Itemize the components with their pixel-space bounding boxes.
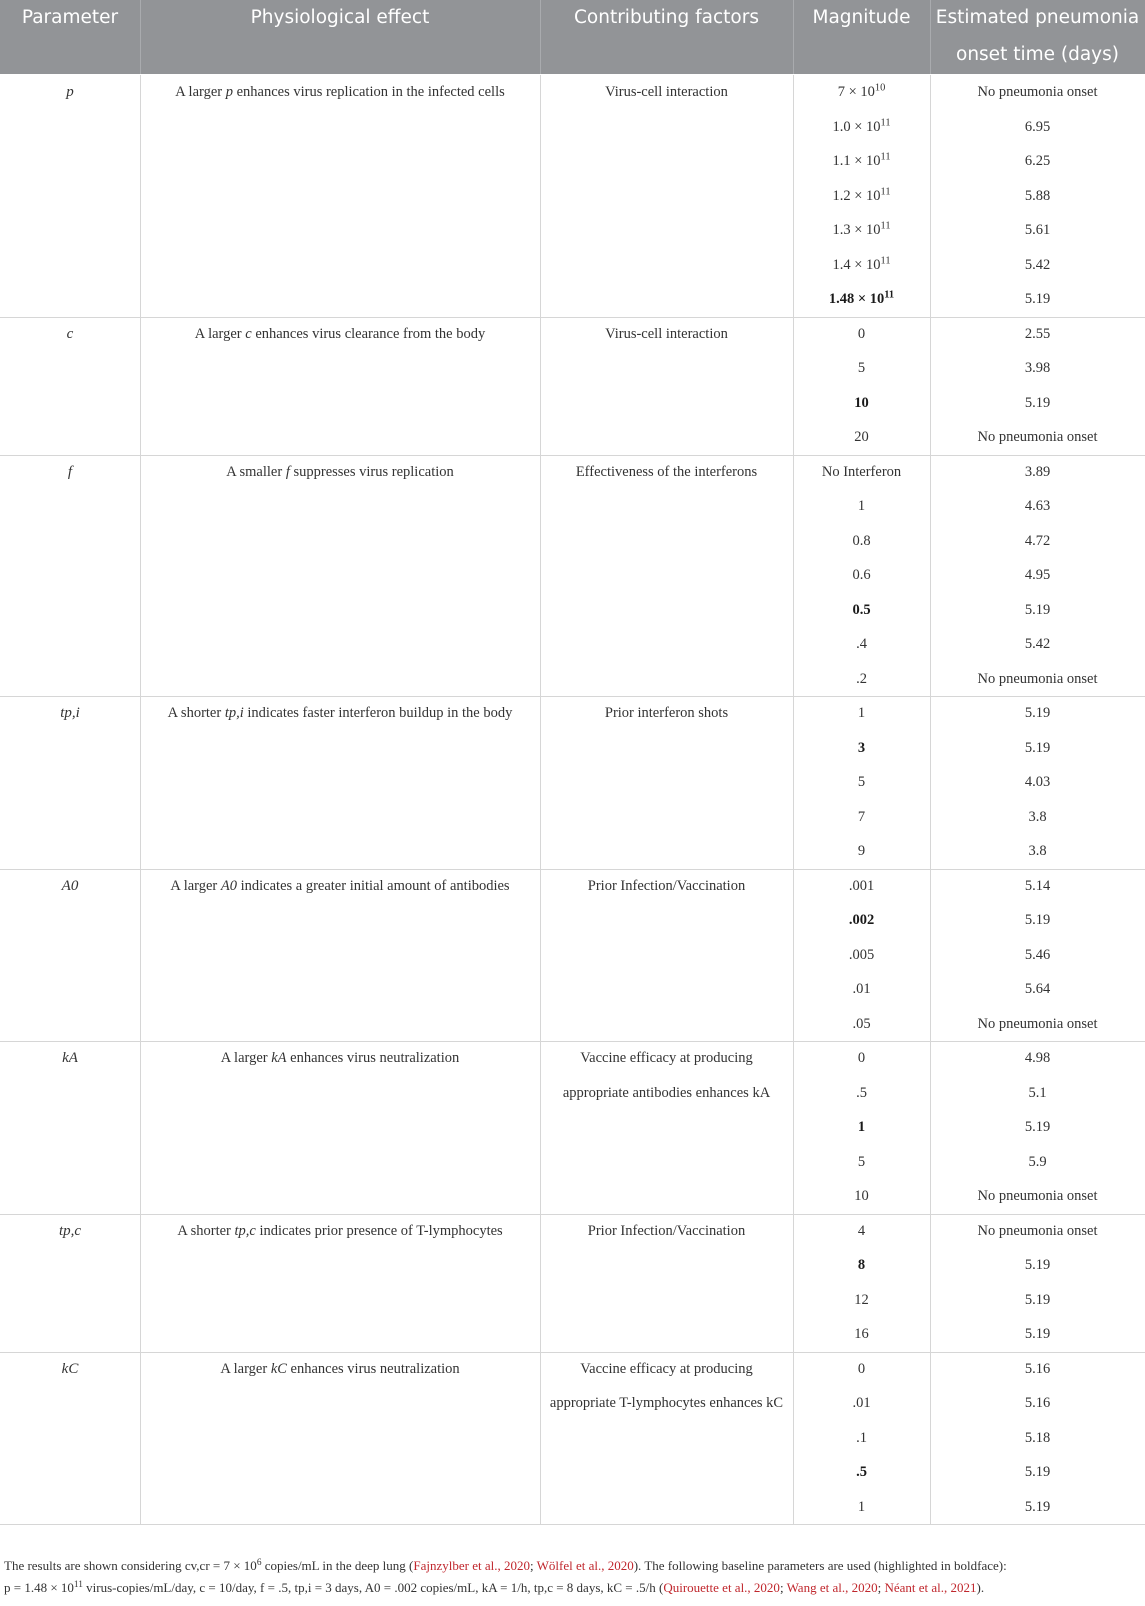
magnitude-value bbox=[793, 765, 930, 800]
onset-time-value: 4.63 bbox=[1024, 498, 1051, 514]
magnitude-exponent: 11 bbox=[880, 220, 891, 232]
onset-time-value: 5.42 bbox=[1024, 636, 1051, 652]
magnitude-value bbox=[793, 869, 930, 904]
magnitude-base: 1 bbox=[857, 498, 866, 514]
onset-time-value: 2.55 bbox=[1024, 325, 1051, 342]
onset-time-value: 5.19 bbox=[1024, 1257, 1051, 1273]
magnitude-base: 5 bbox=[857, 360, 866, 376]
effect-variable: kA bbox=[271, 1050, 287, 1066]
contributing-factor-line: Virus-cell interaction bbox=[605, 84, 728, 100]
contributing-factor-line: Virus-cell interaction bbox=[605, 325, 728, 342]
contributing-factor-line: Vaccine efficacy at producing bbox=[580, 1360, 753, 1377]
table-header bbox=[0, 0, 1145, 74]
magnitude-base: 0.8 bbox=[852, 532, 871, 549]
magnitude-value bbox=[793, 1455, 930, 1490]
magnitude-value bbox=[793, 420, 930, 455]
onset-time-value: 5.16 bbox=[1024, 1360, 1051, 1377]
physiological-effect bbox=[140, 455, 540, 490]
onset-time-value: 5.19 bbox=[1024, 1119, 1051, 1135]
onset-time-value: 5.19 bbox=[1024, 1464, 1051, 1480]
physiological-effect bbox=[140, 75, 540, 110]
onset-time-value: 5.9 bbox=[1028, 1153, 1047, 1170]
magnitude-base: 0.5 bbox=[852, 601, 871, 618]
contributing-factor-line: appropriate T-lymphocytes enhances kC bbox=[549, 1395, 784, 1411]
magnitude-value bbox=[793, 1386, 930, 1421]
magnitude-value bbox=[793, 627, 930, 662]
onset-time-value: 5.46 bbox=[1024, 946, 1051, 963]
contributing-factor-line: Prior interferon shots bbox=[604, 705, 729, 721]
magnitude-base: .005 bbox=[848, 946, 875, 963]
physiological-effect bbox=[140, 1041, 540, 1076]
parameter-symbol: kC bbox=[61, 1360, 79, 1377]
parameter-symbol: c bbox=[66, 325, 74, 342]
magnitude-base: 0 bbox=[857, 1360, 866, 1377]
effect-variable: c bbox=[245, 325, 252, 342]
header-contributing-factors: Contributing factors bbox=[573, 7, 759, 28]
effect-variable: kC bbox=[270, 1360, 287, 1377]
magnitude-value bbox=[793, 972, 930, 1007]
magnitude-base: 1.0 × 10 bbox=[832, 118, 881, 135]
physiological-effect bbox=[140, 696, 540, 731]
onset-time-value: 5.19 bbox=[1024, 705, 1051, 721]
magnitude-value bbox=[793, 1248, 930, 1283]
onset-time-value: 3.8 bbox=[1028, 808, 1047, 825]
parameter-symbol: tp,c bbox=[58, 1222, 82, 1239]
magnitude-value bbox=[793, 1041, 930, 1076]
magnitude-base: 1 bbox=[857, 705, 866, 721]
magnitude-value bbox=[793, 1007, 930, 1042]
onset-time-value: 5.88 bbox=[1024, 187, 1051, 204]
reference-link-wang[interactable]: Wang et al., 2020 bbox=[786, 1580, 878, 1595]
parameter-group bbox=[0, 1041, 1145, 1214]
magnitude-base: .4 bbox=[856, 636, 867, 652]
magnitude-value bbox=[793, 1110, 930, 1145]
parameter-group bbox=[0, 696, 1145, 869]
parameter-group bbox=[0, 1214, 1145, 1352]
magnitude-value bbox=[793, 248, 930, 283]
onset-time-value: 3.98 bbox=[1024, 360, 1051, 376]
magnitude-value bbox=[793, 731, 930, 766]
magnitude-value bbox=[793, 524, 930, 559]
contributing-factor-line: Effectiveness of the interferons bbox=[575, 463, 758, 480]
parameter-symbol: A0 bbox=[61, 877, 79, 894]
magnitude-exponent: 11 bbox=[880, 116, 891, 128]
onset-time-value: No pneumonia onset bbox=[977, 84, 1098, 100]
effect-variable: tp,c bbox=[234, 1222, 256, 1239]
magnitude-value bbox=[793, 489, 930, 524]
magnitude-value bbox=[793, 696, 930, 731]
magnitude-base: 10 bbox=[854, 1188, 869, 1204]
magnitude-base: 1.48 × 10 bbox=[828, 291, 885, 307]
magnitude-value bbox=[793, 75, 930, 110]
magnitude-value bbox=[793, 144, 930, 179]
onset-time-value: 5.64 bbox=[1024, 981, 1051, 997]
magnitude-base: 5 bbox=[857, 1153, 866, 1170]
onset-time-value: 5.19 bbox=[1024, 1326, 1051, 1342]
parameter-group bbox=[0, 869, 1145, 1042]
magnitude-value bbox=[793, 1421, 930, 1456]
onset-time-value: No pneumonia onset bbox=[977, 670, 1098, 687]
magnitude-value bbox=[793, 1490, 930, 1525]
magnitude-base: 20 bbox=[854, 429, 869, 445]
magnitude-value bbox=[793, 834, 930, 869]
physiological-effect bbox=[140, 317, 540, 352]
magnitude-base: 5 bbox=[857, 774, 866, 790]
magnitude-base: No Interferon bbox=[821, 463, 902, 480]
magnitude-base: 7 bbox=[857, 808, 866, 825]
effect-variable: f bbox=[285, 463, 290, 480]
physiological-effect bbox=[140, 869, 540, 904]
effect-suffix: indicates a greater initial amount of antibodies bbox=[236, 877, 510, 894]
effect-prefix: A shorter bbox=[167, 705, 225, 721]
reference-link-neant[interactable]: Néant et al., 2021 bbox=[884, 1580, 977, 1595]
magnitude-value bbox=[793, 1352, 930, 1387]
effect-suffix: enhances virus neutralization bbox=[286, 1050, 460, 1066]
parameter-symbol: kA bbox=[62, 1050, 78, 1066]
onset-time-value: 6.25 bbox=[1024, 153, 1051, 169]
magnitude-base: 1.3 × 10 bbox=[832, 222, 881, 238]
effect-variable: tp,i bbox=[224, 705, 244, 721]
onset-time-value: 5.19 bbox=[1024, 601, 1051, 618]
magnitude-value bbox=[793, 662, 930, 697]
magnitude-value bbox=[793, 213, 930, 248]
onset-time-value: No pneumonia onset bbox=[977, 429, 1098, 445]
effect-suffix: indicates prior presence of T-lymphocytes bbox=[255, 1222, 503, 1239]
magnitude-base: 10 bbox=[854, 394, 869, 411]
onset-time-value: 5.19 bbox=[1024, 1291, 1051, 1308]
reference-link-wolfel[interactable]: Wölfel et al., 2020 bbox=[536, 1558, 634, 1573]
magnitude-value bbox=[793, 1076, 930, 1111]
magnitude-base: .05 bbox=[852, 1015, 871, 1032]
magnitude-value bbox=[793, 1145, 930, 1180]
magnitude-exponent: 11 bbox=[880, 185, 891, 197]
magnitude-base: 16 bbox=[854, 1326, 869, 1342]
magnitude-exponent: 11 bbox=[880, 254, 891, 266]
effect-suffix: suppresses virus replication bbox=[289, 463, 454, 480]
parameter-group bbox=[0, 317, 1145, 455]
onset-time-value: 5.19 bbox=[1024, 291, 1051, 307]
magnitude-value bbox=[793, 800, 930, 835]
magnitude-value bbox=[793, 282, 930, 317]
magnitude-value bbox=[793, 903, 930, 938]
magnitude-base: 7 × 10 bbox=[837, 84, 875, 100]
magnitude-value bbox=[793, 938, 930, 973]
effect-suffix: indicates faster interferon buildup in the body bbox=[243, 705, 513, 721]
magnitude-value bbox=[793, 558, 930, 593]
magnitude-value bbox=[793, 317, 930, 352]
magnitude-base: 1.2 × 10 bbox=[832, 187, 881, 204]
onset-time-value: 5.16 bbox=[1024, 1395, 1051, 1411]
magnitude-base: .001 bbox=[848, 877, 875, 894]
effect-prefix: A larger bbox=[170, 877, 221, 894]
magnitude-value bbox=[793, 351, 930, 386]
onset-time-value: 5.1 bbox=[1028, 1084, 1047, 1101]
magnitude-value bbox=[793, 1283, 930, 1318]
parameter-symbol: tp,i bbox=[60, 705, 80, 721]
parameter-symbol: f bbox=[67, 463, 73, 480]
contributing-factor-line: appropriate antibodies enhances kA bbox=[562, 1084, 771, 1101]
onset-time-value: 5.19 bbox=[1024, 912, 1051, 928]
magnitude-base: 1.1 × 10 bbox=[832, 153, 881, 169]
header-physiological-effect: Physiological effect bbox=[250, 7, 430, 28]
onset-time-value: 3.89 bbox=[1024, 463, 1051, 480]
onset-time-value: No pneumonia onset bbox=[977, 1188, 1098, 1204]
onset-time-value: 4.95 bbox=[1024, 567, 1051, 583]
effect-suffix: enhances virus neutralization bbox=[286, 1360, 460, 1377]
onset-time-value: No pneumonia onset bbox=[977, 1015, 1098, 1032]
magnitude-value bbox=[793, 386, 930, 421]
reference-link-fajnzylber[interactable]: Fajnzylber et al., 2020 bbox=[413, 1558, 530, 1573]
contributing-factor-line: Prior Infection/Vaccination bbox=[587, 877, 746, 894]
magnitude-base: .5 bbox=[856, 1084, 867, 1101]
effect-prefix: A larger bbox=[175, 84, 226, 100]
effect-variable: A0 bbox=[220, 877, 237, 894]
magnitude-value bbox=[793, 110, 930, 145]
effect-prefix: A smaller bbox=[226, 463, 286, 480]
magnitude-base: 1 bbox=[857, 1498, 866, 1515]
effect-prefix: A larger bbox=[194, 325, 246, 342]
effect-prefix: A larger bbox=[220, 1360, 271, 1377]
magnitude-value bbox=[793, 1179, 930, 1214]
magnitude-value bbox=[793, 179, 930, 214]
effect-suffix: enhances virus replication in the infected cells bbox=[232, 84, 505, 100]
effect-prefix: A shorter bbox=[177, 1222, 235, 1239]
table-footnote-line-2: $p = 1.48 \times 10^{11}$ virus-copies/mL/day, c = 10/day, f = .5, tp,i = 3 days, A0 = .002 copies/mL, kA = 1/h, tp,c = 8 days, kC = .5/h (Quirouette et al., 2020; Wang et al., 2020; Néant et al., 2021). bbox=[4, 1579, 985, 1595]
magnitude-base: 3 bbox=[857, 739, 866, 756]
magnitude-base: .01 bbox=[852, 981, 871, 997]
magnitude-base: .01 bbox=[852, 1395, 871, 1411]
parameter-group bbox=[0, 1352, 1145, 1525]
parameter-group bbox=[0, 455, 1145, 697]
onset-time-value: No pneumonia onset bbox=[977, 1222, 1098, 1239]
magnitude-base: 1.4 × 10 bbox=[832, 256, 881, 273]
magnitude-base: 0 bbox=[857, 325, 866, 342]
onset-time-value: 5.42 bbox=[1024, 256, 1051, 273]
magnitude-base: .5 bbox=[856, 1464, 867, 1480]
magnitude-base: 9 bbox=[857, 843, 866, 859]
magnitude-value bbox=[793, 593, 930, 628]
contributing-factor-line: Prior Infection/Vaccination bbox=[587, 1222, 746, 1239]
onset-time-value: 6.95 bbox=[1024, 118, 1051, 135]
effect-variable: p bbox=[225, 84, 233, 100]
header-magnitude: Magnitude bbox=[812, 7, 911, 28]
onset-time-value: 3.8 bbox=[1028, 843, 1047, 859]
header-onset-time: Estimated pneumonia onset time (days) bbox=[935, 7, 1140, 65]
effect-prefix: A larger bbox=[220, 1050, 272, 1066]
contributing-factor-line: Vaccine efficacy at producing bbox=[580, 1050, 753, 1066]
magnitude-base: 1 bbox=[857, 1119, 866, 1135]
onset-time-value: 5.19 bbox=[1024, 739, 1051, 756]
magnitude-base: 0 bbox=[857, 1050, 866, 1066]
physiological-effect bbox=[140, 1352, 540, 1387]
magnitude-exponent: 11 bbox=[880, 151, 891, 163]
onset-time-value: 4.98 bbox=[1024, 1050, 1051, 1066]
magnitude-value bbox=[793, 455, 930, 490]
onset-time-value: 5.18 bbox=[1024, 1429, 1051, 1446]
table-footnote-line-1: The results are shown considering $cv,cr = 7 \times 10^6$ copies/mL in the deep lung (Fajnzylber et al., 2020; Wölfel et al., 2020). The following baseline parameters are used (highlighted in boldface): bbox=[4, 1557, 1007, 1573]
magnitude-exponent: 11 bbox=[884, 289, 895, 301]
magnitude-value bbox=[793, 1317, 930, 1352]
onset-time-value: 5.14 bbox=[1024, 877, 1051, 894]
onset-time-value: 5.19 bbox=[1024, 394, 1051, 411]
header-parameter: Parameter bbox=[21, 7, 119, 28]
magnitude-base: 4 bbox=[857, 1222, 866, 1239]
magnitude-base: 8 bbox=[857, 1257, 866, 1273]
magnitude-base: .002 bbox=[848, 912, 875, 928]
magnitude-base: .2 bbox=[856, 670, 867, 687]
magnitude-base: 0.6 bbox=[852, 567, 871, 583]
onset-time-value: 5.19 bbox=[1024, 1498, 1051, 1515]
magnitude-base: 12 bbox=[854, 1291, 869, 1308]
parameter-symbol: p bbox=[66, 84, 74, 100]
parameter-group bbox=[0, 75, 1145, 317]
magnitude-value bbox=[793, 1214, 930, 1249]
onset-time-value: 5.61 bbox=[1024, 222, 1051, 238]
physiological-effect bbox=[140, 1214, 540, 1249]
magnitude-base: .1 bbox=[856, 1429, 867, 1446]
effect-suffix: enhances virus clearance from the body bbox=[251, 325, 486, 342]
onset-time-value: 4.72 bbox=[1024, 532, 1051, 549]
magnitude-exponent: 10 bbox=[874, 82, 886, 94]
onset-time-value: 4.03 bbox=[1024, 774, 1051, 790]
reference-link-quirouette[interactable]: Quirouette et al., 2020 bbox=[663, 1580, 780, 1595]
